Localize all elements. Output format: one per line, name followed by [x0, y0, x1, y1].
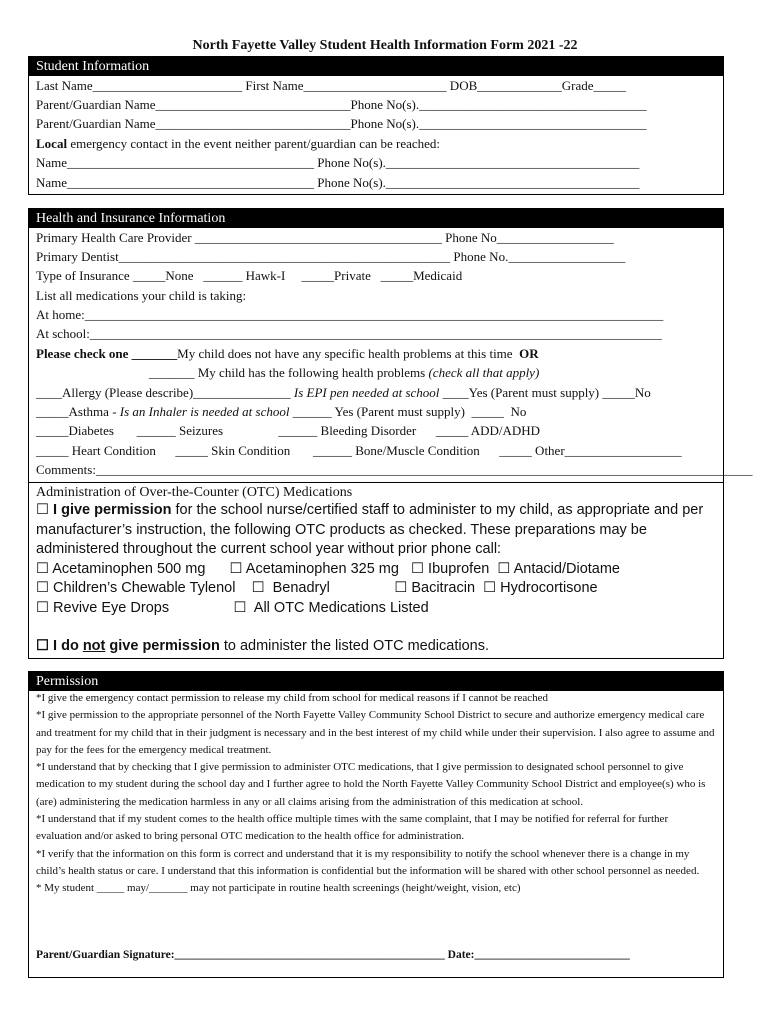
section-header: Permission: [29, 672, 723, 691]
asthma-text: _____Asthma -: [36, 404, 120, 419]
give-permission-text: for the school nurse/certified staff to administer to my child, as appropriate and per: [171, 502, 704, 518]
guardian-1-line[interactable]: Parent/Guardian Name______________________________Phone No(s).___________________________________: [36, 97, 647, 112]
otc-text-line-2: manufacturer’s instruction, the following OTC products as checked. These preparations may be: [36, 522, 647, 538]
check-all-note: (check all that apply): [428, 365, 540, 380]
medications-intro: List all medications your child is taking:: [36, 288, 247, 303]
conditions-row-1[interactable]: _____Diabetes ______ Seizures ______ Bleeding Disorder _____ ADD/ADHD: [36, 423, 541, 438]
at-school-line[interactable]: At school:________________________________________________________________________________________: [36, 326, 662, 341]
permission-paragraph: *I give permission to the appropriate personnel of the North Fayette Valley Community School District to secure and authorize emergency medical care and treatment for my child that in their judgment is necessary and in the best interest of my child while under their supervision. I also agree to assume and pay for the fees for the emergency medical treatment.: [36, 709, 715, 756]
deny-text: to administer the listed OTC medications.: [219, 638, 489, 654]
otc-products-row-3[interactable]: ☐ Revive Eye Drops ☐ All OTC Medications Listed: [36, 600, 429, 616]
at-home-line[interactable]: At home:_________________________________________________________________________________________: [36, 307, 664, 322]
local-emergency-text: emergency contact in the event neither parent/guardian can be reached:: [70, 136, 441, 151]
conditions-row-2[interactable]: _____ Heart Condition _____ Skin Condition ______ Bone/Muscle Condition _____ Other__________________: [36, 443, 682, 458]
give-permission-checkbox[interactable]: [36, 502, 703, 518]
permission-paragraph: *I verify that the information on this form is correct and understand that it is my responsibility to notify the school whenever there is a change in my child’s health status or care. I understand that this information is confidential but the information will be shared with other school personnel as needed.: [36, 847, 700, 877]
inhaler-question: Is an Inhaler is needed at school: [119, 404, 290, 419]
otc-products-row-1[interactable]: ☐ Acetaminophen 500 mg ☐ Acetaminophen 325 mg ☐ Ibuprofen ☐ Antacid/Diotame: [36, 561, 620, 577]
deny-label-a[interactable]: ☐ I do: [36, 638, 83, 654]
check-one-no-problems[interactable]: [36, 346, 539, 362]
permission-section: [28, 671, 724, 978]
permission-paragraph: *I understand that if my student comes to the health office multiple times with the same complaint, that I may be notified for referral for further evaluation and/or asked to bring personal OTC medication to the health office for administration.: [36, 813, 669, 843]
asthma-line[interactable]: [36, 404, 526, 420]
otc-medications-section: [28, 482, 724, 659]
deny-permission-checkbox[interactable]: [36, 638, 489, 654]
no-problems-text: My child does not have any specific health problems at this time: [177, 346, 513, 361]
has-problems-line[interactable]: [149, 365, 539, 381]
primary-provider-line[interactable]: Primary Health Care Provider ______________________________________ Phone No__________________: [36, 230, 614, 245]
student-name-line[interactable]: Last Name_______________________ First Name______________________ DOB_____________Grade_____: [36, 78, 627, 93]
insurance-type-line[interactable]: Type of Insurance _____None ______ Hawk-I _____Private _____Medicaid: [36, 268, 463, 283]
guardian-2-line[interactable]: Parent/Guardian Name______________________________Phone No(s).___________________________________: [36, 116, 647, 131]
otc-products-row-2[interactable]: ☐ Children’s Chewable Tylenol ☐ Benadryl ☐ Bacitracin ☐ Hydrocortisone: [36, 580, 598, 596]
asthma-options: ______ Yes (Parent must supply) _____ No: [289, 404, 527, 419]
student-information-section: [28, 56, 724, 195]
otc-header: Administration of Over-the-Counter (OTC) Medications: [36, 485, 353, 500]
health-insurance-section: [28, 208, 753, 483]
allergy-options: ____Yes (Parent must supply) _____No: [439, 385, 651, 400]
deny-not-label: not: [82, 638, 106, 654]
local-emergency-label: [36, 136, 440, 152]
screening-line[interactable]: * My student _____ may/_______ may not participate in routine health screenings (height/weight, vision, etc): [36, 882, 521, 895]
has-problems-text: _______ My child has the following health problems: [149, 365, 429, 380]
local-label: Local: [36, 136, 68, 151]
or-label: OR: [519, 346, 539, 361]
emergency-contact-1-line[interactable]: Name______________________________________ Phone No(s)._______________________________________: [36, 155, 640, 170]
permission-paragraph: *I give the emergency contact permission to release my child from school for medical reasons if I cannot be reached: [36, 692, 549, 704]
deny-label-b: give permission: [105, 638, 220, 654]
check-one-blank[interactable]: _______: [128, 346, 178, 361]
allergy-text: ____Allergy (Please describe)_______________: [36, 385, 294, 400]
give-permission-label: I give permission: [53, 502, 172, 518]
form-title: North Fayette Valley Student Health Information Form 2021 -22: [192, 38, 578, 53]
epi-pen-question: Is EPI pen needed at school: [293, 385, 440, 400]
emergency-contact-2-line[interactable]: Name______________________________________ Phone No(s)._______________________________________: [36, 175, 640, 190]
section-header: Student Information: [29, 57, 723, 76]
comments-line[interactable]: Comments:_____________________________________________________________________________________________________: [36, 462, 753, 477]
permission-paragraph: *I understand that by checking that I give permission to administer OTC medications, that I give permission to designated school personnel to give medication to my student during the school day and I further agree to hold the North Fayette Valley Community School District and employee(s) who is (are) administering the medication harmless in any or all claims arising from the administration of this medication at school.: [36, 761, 706, 808]
otc-text-line-3: administered throughout the current school year without prior phone call:: [36, 541, 502, 557]
checkbox-icon[interactable]: ☐: [36, 502, 54, 518]
check-one-label: Please check one: [36, 346, 129, 361]
section-header: Health and Insurance Information: [29, 209, 723, 228]
primary-dentist-line[interactable]: Primary Dentist___________________________________________________ Phone No.__________________: [36, 249, 626, 264]
allergy-line[interactable]: [36, 385, 651, 401]
permission-text: [36, 690, 715, 898]
signature-line[interactable]: Parent/Guardian Signature:_______________________________________________ Date:___________________________: [36, 949, 630, 961]
